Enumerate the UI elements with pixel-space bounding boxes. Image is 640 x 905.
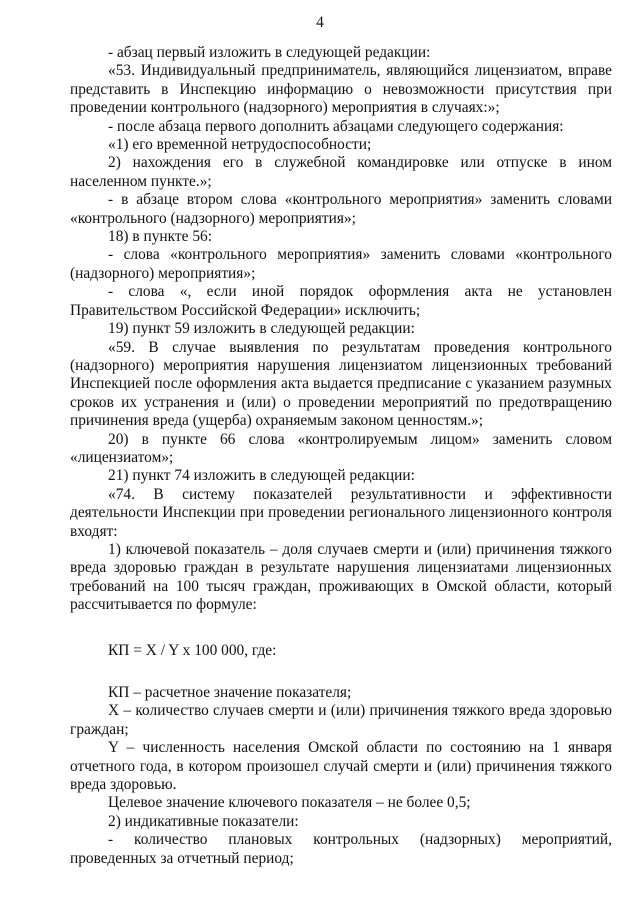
page-number: 4 [316,14,324,31]
paragraph: - в абзаце втором слова «контрольного мероприятия» заменить словами «контрольного (надзорного) мероприятия»; [70,191,612,227]
paragraph: 18) в пункте 56: [108,228,212,246]
paragraph: «1) его временной нетрудоспособности; [108,136,372,154]
paragraph: 20) в пункте 66 слова «контролируемым лицом» заменить словом «лицензиатом»; [70,430,612,466]
formula: КП = X / Y x 100 000, где: [108,641,277,659]
paragraph: - слова «контрольного мероприятия» заменить словами «контрольного (надзорного) мероприятия»; [70,246,612,282]
paragraph: Y – численность населения Омской области по состоянию на 1 января отчетного года, в котором произошел случай смерти и (или) причинения тяжкого вреда здоровью. [70,739,612,794]
paragraph: 2) нахождения его в служебной командировке или отпуске в ином населенном пункте.»; [70,154,612,190]
paragraph: 2) индикативные показатели: [108,812,299,830]
paragraph: «53. Индивидуальный предприниматель, являющийся лицензиатом, вправе представить в Инспекцию информацию о невозможности присутствия при проведении контрольного (надзорного) мероприятия в случаях:»; [70,62,612,117]
paragraph: 1) ключевой показатель – доля случаев смерти и (или) причинения тяжкого вреда здоровью граждан в результате нарушения лицензиатами лицензионных требований на 100 тысяч граждан, проживающих в Омской области, который рассчитывается по формуле: [70,540,612,614]
paragraph: X – количество случаев смерти и (или) причинения тяжкого вреда здоровью граждан; [70,702,612,738]
paragraph: «59. В случае выявления по результатам проведения контрольного (надзорного) мероприятия нарушения лицензиатом лицензионных требований Инспекцией после оформления акта выдается предписание с указанием разумных сроков их устранения и (или) о проведении мероприятий по предотвращению причинения вреда (ущерба) охраняемым законом ценностям.»; [70,338,612,430]
paragraph: «74. В систему показателей результативности и эффективности деятельности Инспекции при проведении регионального лицензионного контроля входят: [70,485,612,540]
document-body [70,44,612,868]
paragraph: Целевое значение ключевого показателя – не более 0,5; [108,794,471,812]
paragraph: - количество плановых контрольных (надзорных) мероприятий, проведенных за отчетный период; [70,831,612,867]
paragraph: - абзац первый изложить в следующей редакции: [108,44,431,61]
paragraph: - слова «, если иной порядок оформления акта не установлен Правительством Российской Федерации» исключить; [70,283,612,319]
paragraph: КП – расчетное значение показателя; [108,684,352,701]
paragraph: 19) пункт 59 изложить в следующей редакции: [108,320,415,338]
paragraph: 21) пункт 74 изложить в следующей редакции: [108,467,415,485]
paragraph: - после абзаца первого дополнить абзацами следующего содержания: [108,117,564,135]
